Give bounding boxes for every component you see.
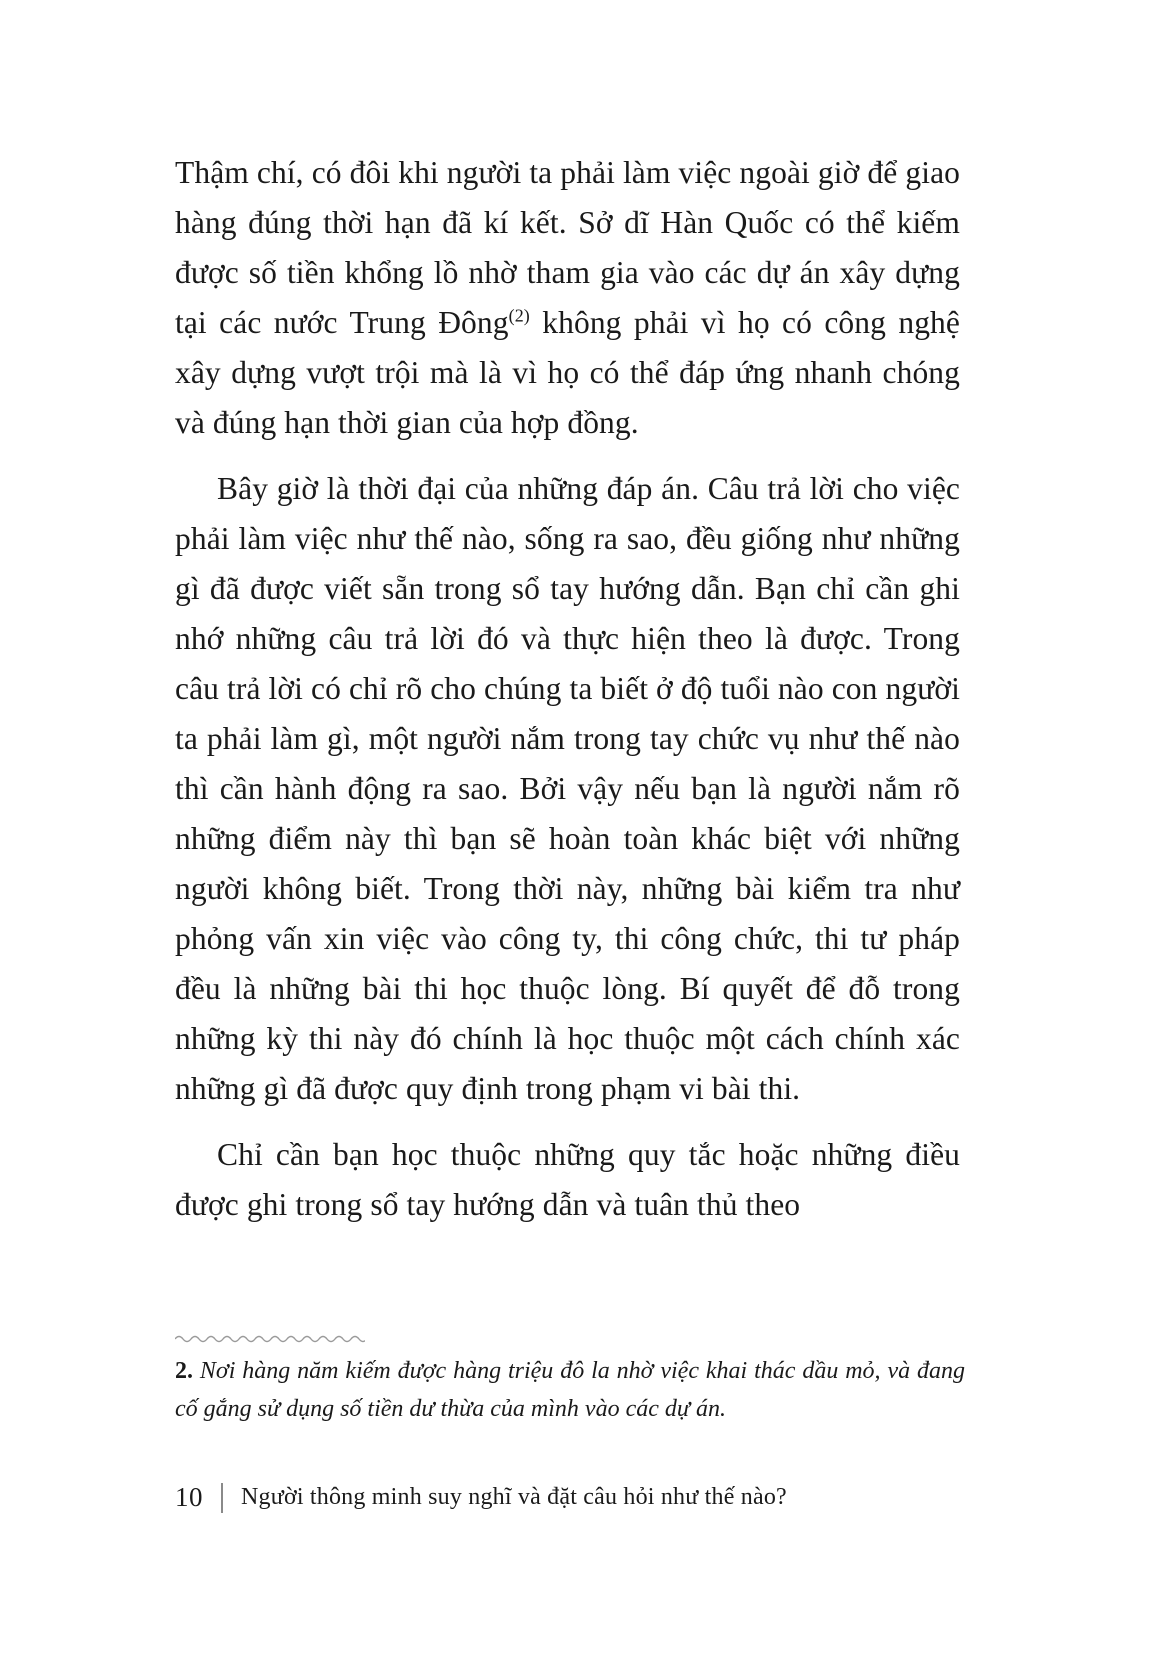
footnote-text: Nơi hàng năm kiếm được hàng triệu đô la nhờ việc khai thác dầu mỏ, và đang cố gắng sử dụng số tiền dư thừa của mình vào các dự án.: [175, 1358, 966, 1422]
paragraph-2: Bây giờ là thời đại của những đáp án. Câu trả lời cho việc phải làm việc như thế nào, sống ra sao, đều giống như những gì đã được viết sẵn trong sổ tay hướng dẫn. Bạn chỉ cần ghi nhớ những câu trả lời đó và thực hiện theo là được. Trong câu trả lời có chỉ rõ cho chúng ta biết ở độ tuổi nào con người ta phải làm gì, một người nắm trong tay chức vụ như thế nào thì cần hành động ra sao. Bởi vậy nếu bạn là người nắm rõ những điểm này thì bạn sẽ hoàn toàn khác biệt với những người không biết. Trong thời này, những bài kiểm tra như phỏng vấn xin việc vào công ty, thi công chức, thi tư pháp đều là những bài thi học thuộc lòng. Bí quyết để đỗ trong những kỳ thi này đó chính là học thuộc một cách chính xác những gì đã được quy định trong phạm vi bài thi.: [175, 471, 960, 1106]
footer-divider: [221, 1483, 223, 1513]
footnote-marker-2: (2): [508, 305, 530, 326]
paragraph-1-text-before-note: Thậm chí, có đôi khi người ta phải làm việc ngoài giờ để giao hàng đúng thời hạn đã kí kết. Sở dĩ Hàn Quốc có thể kiếm được số tiền khổng lồ nhờ tham gia vào các dự án xây dựng tại các nước Trung Đông: [175, 155, 960, 340]
page-body: [175, 148, 960, 1230]
footnote-separator: [175, 1333, 365, 1343]
footnote-number: 2.: [175, 1358, 193, 1384]
running-title: Người thông minh suy nghĩ và đặt câu hỏi như thế nào?: [241, 1484, 787, 1510]
page-number: 10: [175, 1482, 203, 1512]
paragraph-1-text-after-note: không phải vì họ có công nghệ xây dựng vượt trội mà là vì họ có thể đáp ứng nhanh chóng và đúng hạn thời gian của hợp đồng.: [175, 305, 960, 440]
footnote-2: [175, 1352, 965, 1428]
paragraph-1: [175, 148, 960, 448]
paragraph-3: Chỉ cần bạn học thuộc những quy tắc hoặc những điều được ghi trong sổ tay hướng dẫn và tuân thủ theo: [175, 1137, 960, 1222]
page-footer: [175, 1482, 787, 1513]
